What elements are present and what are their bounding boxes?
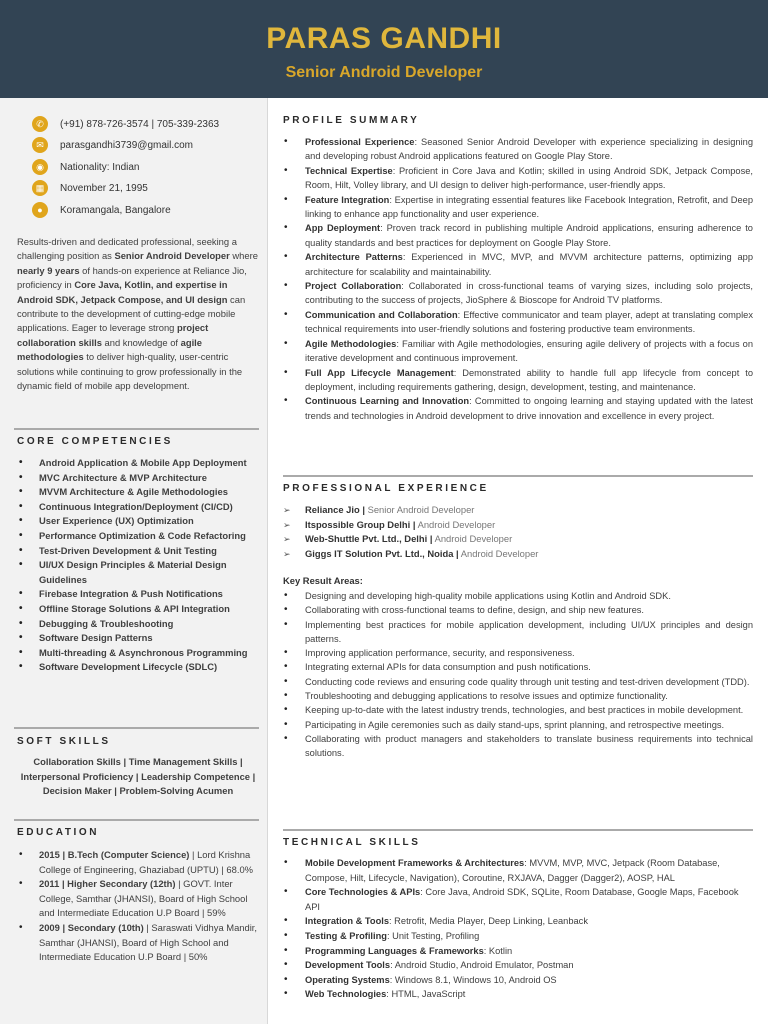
competencies-list: [17, 456, 262, 675]
list-item: • UI/UX Design Principles & Material Design Guidelines: [17, 558, 262, 587]
list-item: • Implementing best practices for mobile application development, including UI/UX principles and design patterns.: [283, 618, 753, 647]
item-label: Continuous Learning and Innovation: [305, 396, 470, 407]
key-result-areas-list: [283, 589, 753, 761]
education-list: [17, 848, 262, 965]
separator: |: [412, 518, 416, 530]
job-title: Android Developer: [460, 547, 539, 559]
contact-email[interactable]: [32, 135, 262, 155]
list-item: • Firebase Integration & Push Notifications: [17, 587, 262, 602]
list-item: • Keeping up-to-date with the latest industry trends, technologies, and best practices in mobile development.: [283, 703, 753, 717]
summary-highlight: Core Java, Kotlin, and expertise in Android SDK, Jetpack Compose, and UI design: [17, 279, 228, 305]
location-pin-icon: ●: [32, 202, 48, 218]
list-item: [283, 308, 753, 337]
item-label: Project Collaboration: [305, 281, 402, 292]
item-text: : Effective communicator and team player, adept at translating complex technical requirements into user-friendly solutions and fostering productive team environments.: [305, 309, 753, 335]
item-text: : Android Studio, Android Emulator, Postman: [390, 960, 574, 971]
contact-phone: [32, 114, 262, 134]
candidate-name: PARAS GANDHI: [266, 22, 502, 55]
item-label: Programming Languages & Frameworks: [305, 945, 484, 956]
list-item: [17, 877, 262, 921]
contact-location-text: Koramangala, Bangalore: [60, 204, 171, 216]
technical-skills-list: [283, 856, 753, 1002]
globe-icon: ◉: [32, 159, 48, 175]
company-name: Reliance Jio: [305, 504, 360, 515]
education-degree: 2009 | Secondary (10th): [39, 921, 144, 933]
summary-text: to deliver high-quality, user-centric solutions while continuing to grow professionally in the dynamic field of mobile app development.: [17, 351, 243, 392]
list-item: [283, 135, 753, 164]
list-item: • Troubleshooting and debugging applications to resolve issues and optimize functionality.: [283, 689, 753, 703]
item-text: : Collaborated in cross-functional teams of varying sizes, including solo projects, contributing to the success of projects, JioSphere & Bioscope for Android TV platforms.: [305, 281, 754, 306]
item-text: : Committed to ongoing learning and staying updated with the latest trends and technologies in Android development to drive innovation and excellence in every project.: [305, 396, 754, 421]
item-label: Mobile Development Frameworks & Architectures: [305, 858, 525, 868]
section-rule: [14, 819, 259, 821]
item-text: : Familiar with Agile methodologies, ensuring agile delivery of projects with a focus on iterative development and continuous improvement.: [305, 338, 753, 364]
separator: |: [429, 533, 433, 545]
candidate-role: Senior Android Developer: [285, 64, 483, 81]
education-details: | Saraswati Vidhya Mandir, Samthar (JHANSI), Board of High School and Intermediate Education U.P Board | 50%: [39, 921, 258, 963]
company-name: Itspossible Group Delhi: [305, 518, 411, 530]
item-label: Agile Methodologies: [305, 338, 397, 349]
list-item: [283, 337, 753, 366]
list-item: • Integrating external APIs for data consumption and push notifications.: [283, 660, 753, 674]
list-item: [283, 394, 753, 423]
experience-item: [283, 503, 753, 518]
list-item: • Designing and developing high-quality mobile applications using Kotlin and Android SDK.: [283, 589, 753, 603]
item-label: Operating Systems: [305, 974, 390, 985]
item-label: Full App Lifecycle Management: [305, 367, 454, 378]
contact-nationality: [32, 157, 262, 177]
item-label: Communication and Collaboration: [305, 309, 458, 320]
summary-paragraph: [17, 235, 260, 393]
job-title: Senior Android Developer: [367, 504, 475, 515]
list-item: • User Experience (UX) Optimization: [17, 514, 262, 529]
list-item: • Performance Optimization & Code Refactoring: [17, 529, 262, 544]
summary-text: and knowledge of: [101, 336, 181, 348]
summary-text: Results-driven and dedicated professional, seeking a challenging position as: [17, 236, 237, 262]
list-item: [283, 250, 753, 279]
contact-nationality-text: Nationality: Indian: [60, 161, 140, 173]
item-text: : Demonstrated ability to handle full app lifecycle from concept to deployment, including requirements gathering, design, development, testing, and maintenance.: [305, 367, 753, 392]
item-text: : Windows 8.1, Windows 10, Android OS: [389, 974, 557, 985]
item-label: Testing & Profiling: [305, 930, 387, 941]
technical-skills-title: TECHNICAL SKILLS: [283, 837, 421, 848]
list-item: • Collaborating with cross-functional teams to define, design, and ship new features.: [283, 603, 753, 617]
item-text: : MVVM, MVP, MVC, Jetpack (Room Database, Compose, Hilt, Lifecycle, Navigation), Coroutine, RXJAVA, Dagger (Dagger2), AOSP, HAL: [305, 858, 720, 883]
profile-summary-list: [283, 135, 753, 423]
list-item: • Conducting code reviews and ensuring code quality through unit testing and test-driven development (TDD).: [283, 675, 753, 689]
summary-text: where: [229, 250, 258, 262]
experience-item: [283, 547, 753, 562]
list-item: • Improving application performance, security, and responsiveness.: [283, 646, 753, 660]
education-degree: 2011 | Higher Secondary (12th): [39, 878, 176, 890]
list-item: [283, 193, 753, 222]
item-text: : Core Java, Android SDK, SQLite, Room Database, Google Maps, Facebook API: [305, 887, 739, 912]
education-degree: 2015 | B.Tech (Computer Science): [39, 849, 190, 860]
summary-text: can contribute to the development of cutting-edge mobile applications. Eager to leverage strong: [17, 293, 246, 334]
item-label: App Deployment: [305, 223, 381, 234]
experience-item: [283, 518, 753, 533]
list-item: [283, 885, 753, 914]
list-item: [283, 164, 753, 193]
professional-experience-title: PROFESSIONAL EXPERIENCE: [283, 483, 489, 494]
item-label: Integration & Tools: [305, 916, 390, 927]
item-text: : Kotlin: [483, 945, 513, 956]
summary-highlight: nearly 9 years: [17, 264, 80, 276]
contact-birthdate: [32, 178, 262, 198]
item-text: : HTML, JavaScript: [386, 989, 466, 1000]
list-item: • MVC Architecture & MVP Architecture: [17, 471, 262, 486]
contact-birthdate-text: November 21, 1995: [60, 182, 148, 194]
list-item: • Collaborating with product managers and stakeholders to translate business requirements into technical solutions.: [283, 732, 753, 761]
list-item: [283, 279, 753, 308]
item-text: : Experienced in MVC, MVP, and MVVM architecture patterns, optimizing app architecture for scalability and maintainability.: [305, 252, 753, 277]
separator: |: [456, 547, 459, 559]
item-label: Web Technologies: [305, 989, 387, 1000]
header-banner: [0, 0, 768, 98]
job-title: Android Developer: [434, 533, 513, 545]
list-item: • Android Application & Mobile App Deployment: [17, 456, 262, 471]
profile-summary-title: PROFILE SUMMARY: [283, 115, 420, 126]
item-text: : Proficient in Core Java and Kotlin; skilled in using Android SDK, Jetpack Compose, Room, Hilt, Volley library, and UI design to deliver high-performance, user-friendly apps.: [305, 165, 753, 191]
item-label: Technical Expertise: [305, 165, 393, 176]
contact-email-text[interactable]: parasgandhi3739@gmail.com: [60, 139, 194, 151]
list-item: • Offline Storage Solutions & API Integration: [17, 602, 262, 617]
item-label: Feature Integration: [305, 194, 390, 205]
section-rule: [14, 428, 259, 430]
list-item: • Participating in Agile ceremonies such as daily stand-ups, sprint planning, and retrospective meetings.: [283, 718, 753, 732]
education-title: EDUCATION: [17, 827, 100, 838]
experience-list: [283, 503, 753, 561]
education-details: | Lord Krishna College of Engineering, Ghaziabad (UPTU) | 68.0%: [39, 849, 254, 875]
item-text: : Retrofit, Media Player, Deep Linking, Leanback: [389, 916, 588, 927]
experience-item: [283, 532, 753, 547]
list-item: [283, 958, 753, 973]
separator: |: [362, 504, 365, 515]
list-item: [283, 944, 753, 959]
list-item: • Debugging & Troubleshooting: [17, 617, 262, 632]
list-item: • Software Development Lifecycle (SDLC): [17, 660, 262, 675]
soft-skills-title: SOFT SKILLS: [17, 736, 111, 747]
list-item: [283, 914, 753, 929]
key-result-areas-title: Key Result Areas:: [283, 575, 363, 586]
item-label: Architecture Patterns: [305, 252, 403, 263]
item-text: : Proven track record in publishing multiple Android applications, ensuring adherence to quality standards and best practices for deployment on Google Play Store.: [305, 223, 753, 248]
job-title: Android Developer: [417, 518, 496, 530]
calendar-icon: ▦: [32, 180, 48, 196]
column-divider: [267, 98, 268, 1024]
item-label: Professional Experience: [305, 137, 415, 147]
summary-highlight: agile methodologies: [17, 336, 203, 363]
item-text: : Unit Testing, Profiling: [386, 930, 480, 941]
list-item: [283, 973, 753, 988]
list-item: [283, 929, 753, 944]
item-label: Core Technologies & APIs: [305, 887, 421, 898]
list-item: [283, 221, 753, 250]
list-item: • Test-Driven Development & Unit Testing: [17, 544, 262, 559]
item-text: : Seasoned Senior Android Developer with experience specializing in designing and developing robust Android applications featured on Google Play Store.: [305, 137, 753, 162]
summary-text: of hands-on experience at Reliance Jio, proficiency in: [17, 264, 247, 291]
list-item: • Software Design Patterns: [17, 631, 262, 646]
contact-location: [32, 200, 262, 220]
section-rule: [283, 829, 753, 831]
list-item: [17, 848, 262, 877]
list-item: • Multi-threading & Asynchronous Programming: [17, 646, 262, 661]
company-name: Giggs IT Solution Pvt. Ltd., Noida: [305, 547, 454, 559]
summary-highlight: project collaboration skills: [17, 322, 209, 348]
chat-icon: ✉: [32, 137, 48, 153]
list-item: [283, 856, 753, 885]
list-item: • MVVM Architecture & Agile Methodologies: [17, 485, 262, 500]
item-text: : Expertise in integrating essential features like Facebook Integration, Retrofit, and Deep linking to enhance app functionality and user experience.: [305, 194, 753, 220]
section-rule: [14, 727, 259, 729]
list-item: [17, 921, 262, 965]
contact-phone-text: (+91) 878-726-3574 | 705-339-2363: [60, 118, 220, 130]
item-label: Development Tools: [305, 960, 391, 971]
company-name: Web-Shuttle Pvt. Ltd., Delhi: [305, 533, 428, 545]
phone-icon: ✆: [32, 116, 48, 132]
list-item: • Continuous Integration/Deployment (CI/CD): [17, 500, 262, 515]
core-competencies-title: CORE COMPETENCIES: [17, 436, 173, 447]
list-item: [283, 987, 753, 1002]
section-rule: [283, 475, 753, 477]
summary-highlight: Senior Android Developer: [114, 250, 230, 262]
soft-skills-text: Collaboration Skills | Time Management Skills | Interpersonal Proficiency | Leadership Competence | Decision Maker | Problem-Solving Acumen: [20, 756, 256, 797]
education-details: | GOVT. Inter College, Samthar (JHANSI), Board of High School and Intermediate Education U.P Board | 59%: [39, 878, 248, 919]
list-item: [283, 366, 753, 395]
